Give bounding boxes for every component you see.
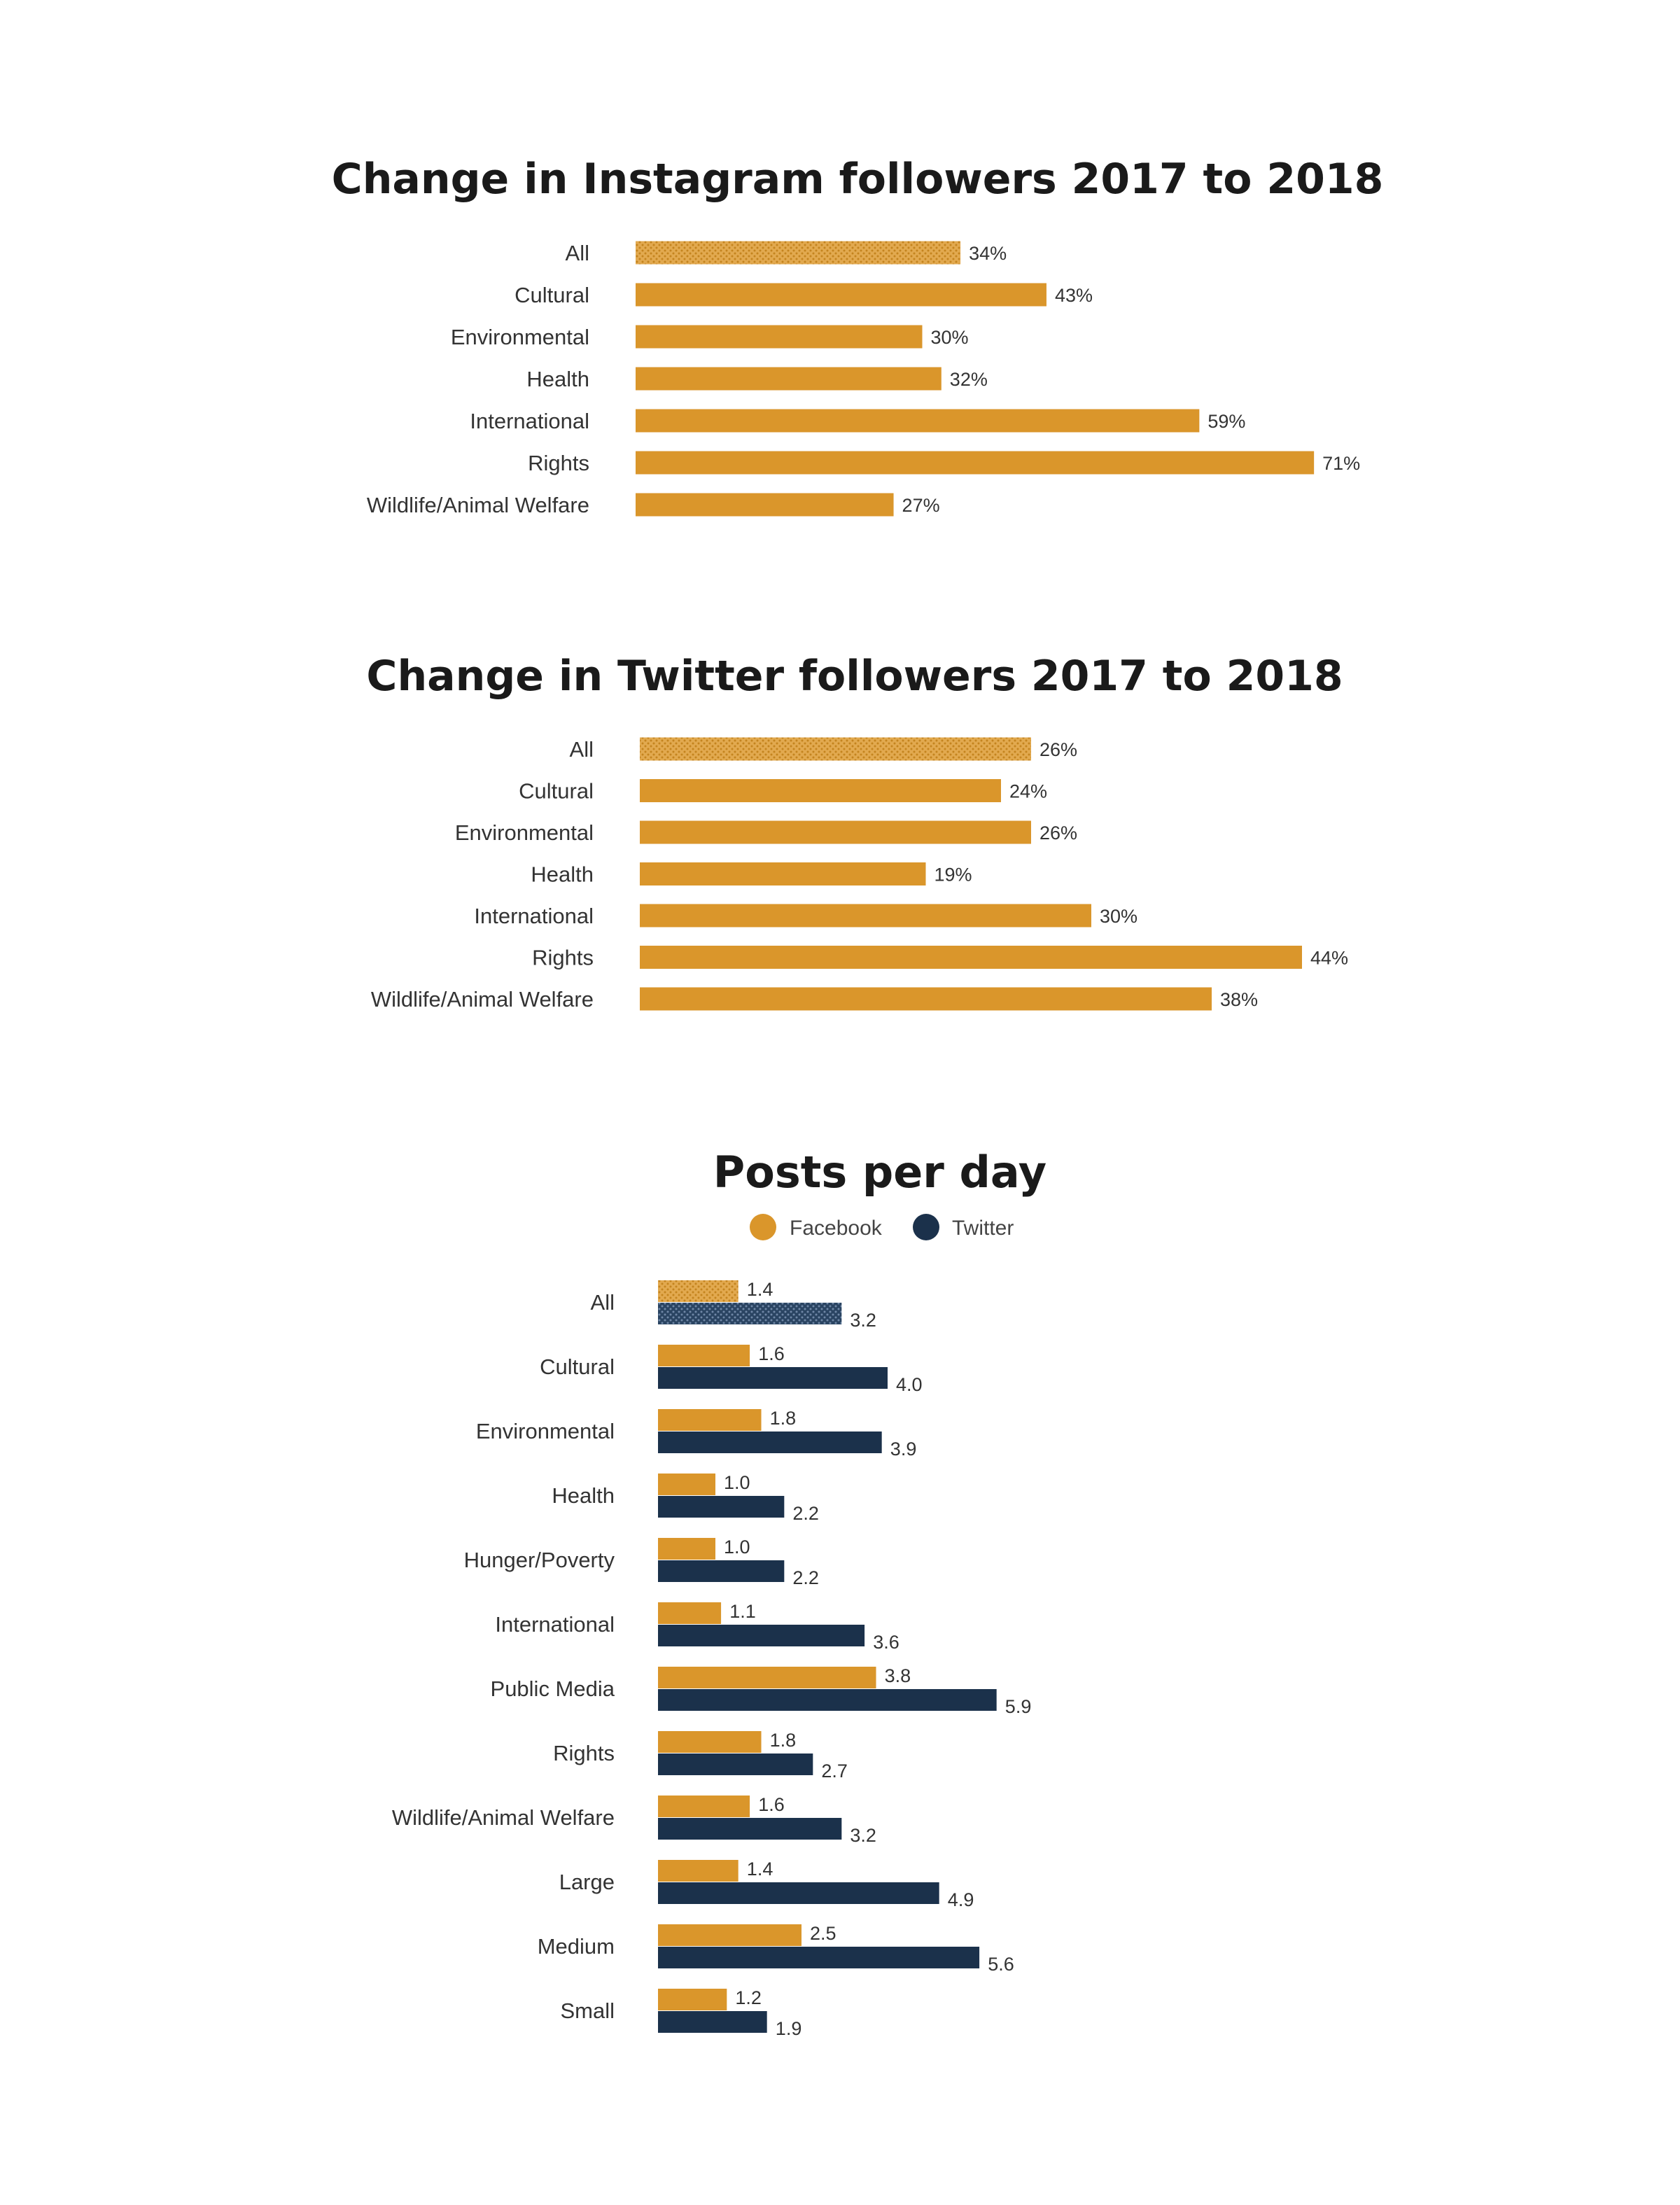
bar-cultural xyxy=(636,284,1046,307)
category-label-cultural: Cultural xyxy=(514,283,589,307)
bar-end-gap xyxy=(997,1689,999,1711)
value-label-facebook-cultural: 1.6 xyxy=(758,1343,785,1364)
legend-twitter-label: Twitter xyxy=(952,1217,1014,1240)
category-label-health: Health xyxy=(526,367,589,391)
category-label-international: International xyxy=(474,904,594,928)
bar-twitter-cultural xyxy=(658,1367,888,1389)
value-label-rights: 44% xyxy=(1310,947,1349,969)
instagram-chart-title: Change in Instagram followers 2017 to 2018 xyxy=(331,155,1384,204)
bar-all xyxy=(640,738,1031,761)
value-label-twitter-environmental: 3.9 xyxy=(890,1438,917,1460)
category-label-international: International xyxy=(495,1612,615,1637)
category-label-environmental: Environmental xyxy=(450,325,589,349)
posts-per-day-chart xyxy=(392,1147,1046,2039)
twitter-chart-title: Change in Twitter followers 2017 to 2018 xyxy=(366,652,1343,701)
bar-facebook-rights xyxy=(658,1731,762,1753)
bar-facebook-health xyxy=(658,1474,715,1495)
category-label-wildlife-animal-welfare: Wildlife/Animal Welfare xyxy=(391,1805,615,1830)
bar-end-gap xyxy=(882,1432,884,1453)
value-label-facebook-health: 1.0 xyxy=(724,1472,750,1493)
bar-end-gap xyxy=(841,1303,844,1324)
value-label-twitter-small: 1.9 xyxy=(775,2018,802,2039)
bar-end-gap xyxy=(939,1882,941,1904)
bar-end-gap xyxy=(715,1538,718,1560)
value-label-all: 34% xyxy=(969,243,1007,264)
bar-end-gap xyxy=(784,1496,786,1518)
value-label-facebook-international: 1.1 xyxy=(729,1601,756,1622)
category-label-rights: Rights xyxy=(528,451,589,475)
legend xyxy=(750,1214,1014,1240)
category-label-all: All xyxy=(565,241,589,265)
bar-end-gap xyxy=(802,1924,804,1946)
category-label-environmental: Environmental xyxy=(454,820,594,845)
bar-end-gap xyxy=(715,1474,718,1495)
bar-end-gap xyxy=(864,1625,867,1646)
category-label-all: All xyxy=(569,737,594,762)
bar-end-gap xyxy=(784,1560,786,1582)
value-label-facebook-public-media: 3.8 xyxy=(884,1665,911,1686)
bar-end-gap xyxy=(727,1989,729,2010)
value-label-health: 19% xyxy=(934,864,972,886)
bar-environmental xyxy=(636,326,923,349)
bar-health xyxy=(640,862,926,886)
value-label-twitter-rights: 2.7 xyxy=(821,1760,848,1782)
category-label-medium: Medium xyxy=(537,1934,615,1959)
bar-end-gap xyxy=(767,2011,769,2033)
bar-end-gap xyxy=(813,1754,815,1775)
category-label-public-media: Public Media xyxy=(490,1676,615,1701)
value-label-facebook-large: 1.4 xyxy=(746,1858,774,1879)
category-label-large: Large xyxy=(559,1870,615,1894)
bar-end-gap xyxy=(721,1602,723,1624)
bar-twitter-rights xyxy=(658,1754,813,1775)
legend-facebook-label: Facebook xyxy=(790,1217,882,1240)
bar-facebook-public-media xyxy=(658,1667,876,1688)
bar-twitter-medium xyxy=(658,1947,979,1968)
value-label-environmental: 30% xyxy=(930,327,969,348)
bar-facebook-wildlife-animal-welfare xyxy=(658,1795,750,1817)
value-label-facebook-medium: 2.5 xyxy=(810,1923,836,1944)
value-label-facebook-small: 1.2 xyxy=(735,1987,762,2008)
bar-twitter-small xyxy=(658,2011,767,2033)
value-label-facebook-hunger-poverty: 1.0 xyxy=(724,1536,750,1558)
category-label-cultural: Cultural xyxy=(540,1354,615,1379)
bar-twitter-health xyxy=(658,1496,784,1518)
value-label-international: 30% xyxy=(1100,906,1138,927)
bar-twitter-wildlife-animal-welfare xyxy=(658,1818,841,1840)
posts-chart-title: Posts per day xyxy=(713,1147,1047,1198)
bar-facebook-medium xyxy=(658,1924,802,1946)
category-label-small: Small xyxy=(560,1998,615,2023)
bar-rights xyxy=(636,451,1314,475)
value-label-facebook-rights: 1.8 xyxy=(769,1730,797,1751)
bar-end-gap xyxy=(979,1947,981,1968)
twitter-followers-chart xyxy=(366,652,1348,1011)
category-label-wildlife-animal-welfare: Wildlife/Animal Welfare xyxy=(370,987,594,1011)
bar-twitter-all xyxy=(658,1303,841,1324)
value-label-health: 32% xyxy=(949,369,988,390)
bar-environmental xyxy=(640,821,1031,844)
value-label-twitter-public-media: 5.9 xyxy=(1004,1696,1032,1717)
category-label-wildlife-animal-welfare: Wildlife/Animal Welfare xyxy=(366,493,589,517)
bar-twitter-international xyxy=(658,1625,864,1646)
bar-twitter-large xyxy=(658,1882,939,1904)
bar-end-gap xyxy=(762,1731,764,1753)
value-label-wildlife-animal-welfare: 38% xyxy=(1220,989,1259,1010)
value-label-facebook-wildlife-animal-welfare: 1.6 xyxy=(758,1794,785,1815)
bar-wildlife-animal-welfare xyxy=(636,493,894,517)
value-label-twitter-large: 4.9 xyxy=(947,1889,974,1910)
bar-twitter-public-media xyxy=(658,1689,997,1711)
value-label-twitter-health: 2.2 xyxy=(792,1503,819,1524)
value-label-all: 26% xyxy=(1040,739,1078,760)
value-label-twitter-cultural: 4.0 xyxy=(896,1374,923,1395)
value-label-environmental: 26% xyxy=(1040,822,1078,844)
value-label-twitter-all: 3.2 xyxy=(850,1310,876,1331)
value-label-twitter-international: 3.6 xyxy=(873,1632,899,1653)
category-label-health: Health xyxy=(531,862,594,887)
legend-twitter-swatch xyxy=(913,1214,939,1240)
bar-facebook-all xyxy=(658,1280,738,1302)
bar-end-gap xyxy=(876,1667,878,1688)
bar-facebook-environmental xyxy=(658,1409,762,1431)
value-label-cultural: 43% xyxy=(1054,285,1093,306)
bar-facebook-small xyxy=(658,1989,727,2010)
bar-cultural xyxy=(640,779,1001,802)
bar-facebook-cultural xyxy=(658,1345,750,1366)
bar-international xyxy=(636,410,1199,433)
value-label-twitter-wildlife-animal-welfare: 3.2 xyxy=(850,1825,876,1846)
instagram-followers-chart xyxy=(332,155,1384,517)
bar-wildlife-animal-welfare xyxy=(640,988,1212,1011)
bar-rights xyxy=(640,946,1302,969)
bar-twitter-environmental xyxy=(658,1432,882,1453)
legend-facebook-swatch xyxy=(750,1214,776,1240)
category-label-hunger-poverty: Hunger/Poverty xyxy=(463,1548,615,1572)
value-label-international: 59% xyxy=(1208,411,1246,432)
bar-end-gap xyxy=(738,1280,741,1302)
value-label-rights: 71% xyxy=(1322,453,1361,474)
value-label-twitter-hunger-poverty: 2.2 xyxy=(792,1567,819,1588)
bar-facebook-international xyxy=(658,1602,721,1624)
value-label-cultural: 24% xyxy=(1009,780,1048,802)
bar-twitter-hunger-poverty xyxy=(658,1560,784,1582)
bar-international xyxy=(640,904,1091,927)
bar-end-gap xyxy=(762,1409,764,1431)
bar-end-gap xyxy=(888,1367,890,1389)
bar-end-gap xyxy=(750,1345,752,1366)
category-label-cultural: Cultural xyxy=(519,778,594,804)
category-label-health: Health xyxy=(552,1483,615,1508)
category-label-environmental: Environmental xyxy=(475,1419,615,1443)
value-label-twitter-medium: 5.6 xyxy=(988,1954,1014,1975)
bar-all xyxy=(636,241,960,265)
category-label-rights: Rights xyxy=(532,945,594,970)
category-label-all: All xyxy=(590,1290,615,1315)
category-label-rights: Rights xyxy=(553,1741,615,1765)
bar-facebook-hunger-poverty xyxy=(658,1538,715,1560)
bar-end-gap xyxy=(841,1818,844,1840)
value-label-facebook-all: 1.4 xyxy=(746,1279,774,1300)
bar-end-gap xyxy=(750,1795,752,1817)
category-label-international: International xyxy=(470,409,589,433)
bar-end-gap xyxy=(738,1860,741,1882)
value-label-facebook-environmental: 1.8 xyxy=(769,1408,797,1429)
value-label-wildlife-animal-welfare: 27% xyxy=(902,495,940,516)
bar-health xyxy=(636,368,941,391)
bar-facebook-large xyxy=(658,1860,738,1882)
